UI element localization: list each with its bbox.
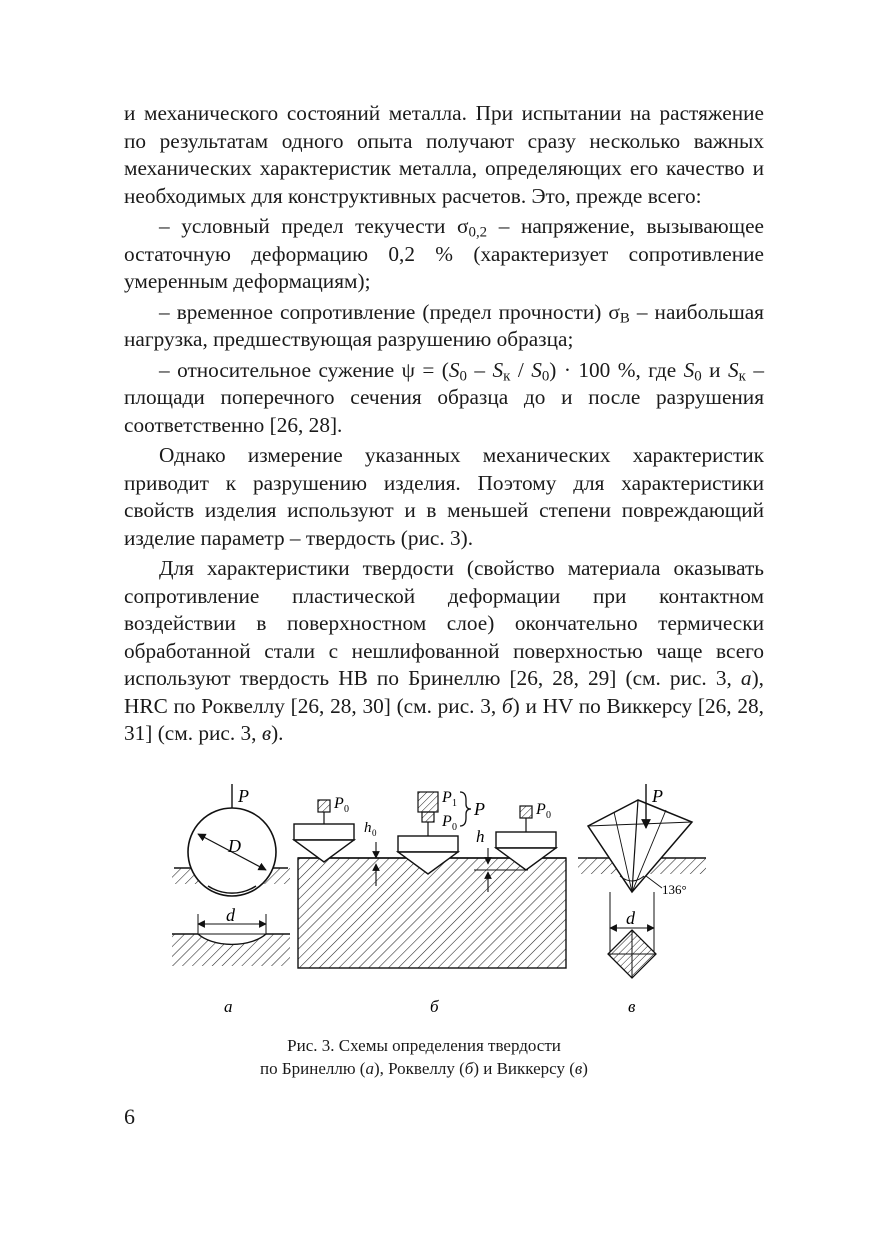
label-total-load-P: P xyxy=(474,799,485,819)
svg-text:1: 1 xyxy=(452,798,457,809)
paragraph-3: Для характеристики твердости (свойство материала оказывать сопротивление пластической деформации при контактном воздействии в поверхностном слое) окончательно термически обработанной стали с нешлифованной поверхностью чаще всего используют твердость HB по Бринеллю [26, 28, 29] (см. рис. 3, а), HRC по Роквеллу [26, 28, 30] (см. рис. 3, б) и HV по Виккерсу [26, 28, 31] (см. рис. 3, в). xyxy=(124,556,764,745)
paragraph-2: Однако измерение указанных механических характеристик приводит к разрушению изделия. Поэтому для характеристики свойств изделия используют и в меньшей степени повреждающий изделие параметр – твердость (рис. 3). xyxy=(124,443,764,550)
svg-text:P: P xyxy=(536,801,546,818)
panel-b-rockwell xyxy=(294,789,566,1016)
list-item-reduction-of-area: – относительное сужение $\psi = (S_0 - S_к / S_0) \cdot 100$ %, где $S_0$ и $S_к$ – площади поперечного сечения образца до и после разрушения соответственно [26, 28]. xyxy=(124,357,764,437)
panel-label-v: в xyxy=(628,997,636,1016)
figure-hardness-schemes xyxy=(168,782,728,1022)
label-indent-d: d xyxy=(226,905,235,925)
svg-text:0: 0 xyxy=(344,804,349,815)
svg-text:d: d xyxy=(626,908,635,928)
svg-text:0: 0 xyxy=(372,828,377,838)
list-item-yield-strength: – условный предел текучести $\sigma_{0,2}$ – напряжение, вызывающее остаточную деформацию 0,2 % (характеризует сопротивление умеренным деформациям); xyxy=(124,214,764,293)
label-diameter-D: D xyxy=(228,836,241,856)
weight-p0-1 xyxy=(318,800,330,812)
label-angle-136: 136° xyxy=(662,882,687,897)
figure-caption xyxy=(124,1034,724,1080)
paragraph-1: и механического состояний металла. При испытании на растяжение по результатам одного опыта получают сразу несколько важных механических характеристик металла, определяющих его качество и необходимых для конструктивных расчетов. Это, прежде всего: xyxy=(124,101,764,208)
svg-text:P: P xyxy=(652,786,663,806)
svg-text:0: 0 xyxy=(452,822,457,833)
panel-label-b: б xyxy=(430,997,439,1016)
label-h0: h xyxy=(364,820,372,836)
svg-text:P: P xyxy=(442,813,452,830)
caption-line-2: по Бринеллю (а), Роквеллу (б) и Виккерсу (в) xyxy=(260,1059,588,1078)
rockwell-specimen xyxy=(298,858,566,968)
panel-v-vickers xyxy=(578,784,706,1016)
weight-p0-3 xyxy=(520,806,532,818)
weight-p0-2 xyxy=(422,812,434,822)
figure-svg xyxy=(168,782,728,1022)
label-load-p: P xyxy=(238,786,249,806)
svg-text:0: 0 xyxy=(546,810,551,821)
load-brace xyxy=(460,792,471,826)
label-h: h xyxy=(476,827,485,846)
panel-label-a: а xyxy=(224,997,233,1016)
weight-p1 xyxy=(418,792,438,812)
caption-line-1: Рис. 3. Схемы определения твердости xyxy=(287,1036,561,1055)
svg-text:P: P xyxy=(442,789,452,806)
svg-text:P: P xyxy=(334,795,344,812)
page-number: 6 xyxy=(124,1104,135,1129)
panel-a-brinell xyxy=(172,784,290,1016)
body-text xyxy=(124,100,764,748)
list-item-tensile-strength: – временное сопротивление (предел прочности) $\sigma_В$ – наибольшая нагрузка, предшествующая разрушению образца; xyxy=(124,299,764,351)
